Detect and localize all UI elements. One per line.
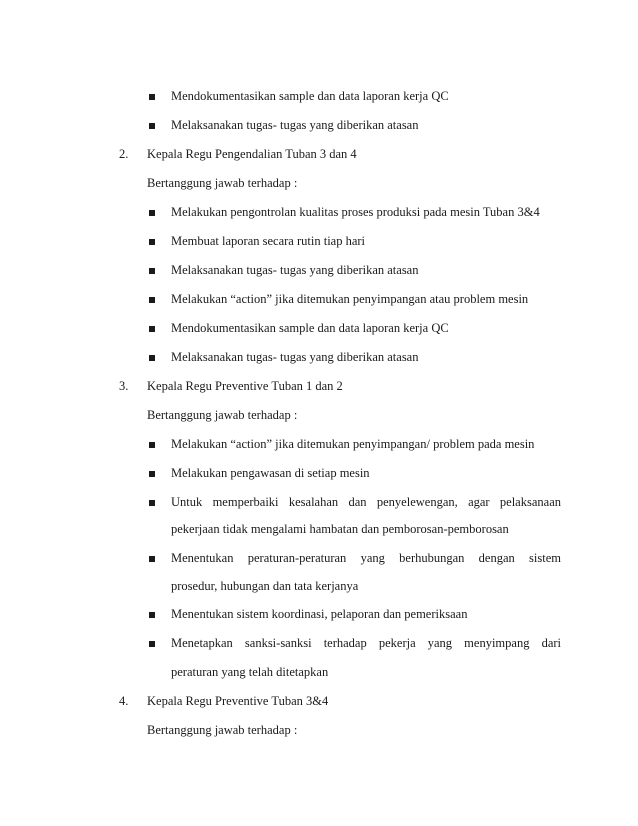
- bullet-square-icon: [149, 442, 155, 448]
- bullet-square-icon: [149, 612, 155, 618]
- list-item-continuation: prosedur, hubungan dan tata kerjanya: [171, 579, 359, 593]
- list-item: Melakukan “action” jika ditemukan penyimpangan/ problem pada mesin: [171, 437, 535, 451]
- section-number: 2.: [119, 147, 129, 161]
- section-number: 3.: [119, 379, 129, 393]
- section-title: Kepala Regu Preventive Tuban 1 dan 2: [147, 379, 343, 393]
- list-item: Melaksanakan tugas- tugas yang diberikan atasan: [171, 263, 419, 277]
- list-item: Menentukan sistem koordinasi, pelaporan dan pemeriksaan: [171, 607, 468, 621]
- bullet-square-icon: [149, 210, 155, 216]
- bullet-square-icon: [149, 355, 155, 361]
- bullet-square-icon: [149, 297, 155, 303]
- list-item: Mendokumentasikan sample dan data laporan kerja QC: [171, 321, 449, 335]
- section-intro: Bertanggung jawab terhadap :: [147, 408, 298, 422]
- list-item: Menetapkan sanksi-sanksi terhadap pekerja yang menyimpang dari: [171, 636, 561, 650]
- list-item: Melakukan “action” jika ditemukan penyimpangan atau problem mesin: [171, 292, 529, 306]
- list-item: Melaksanakan tugas- tugas yang diberikan atasan: [171, 118, 419, 132]
- bullet-square-icon: [149, 471, 155, 477]
- bullet-square-icon: [149, 268, 155, 274]
- bullet-square-icon: [149, 94, 155, 100]
- list-item: Untuk memperbaiki kesalahan dan penyelewengan, agar pelaksanaan: [171, 495, 561, 509]
- list-item: Menentukan peraturan-peraturan yang berhubungan dengan sistem: [171, 551, 561, 565]
- section-intro: Bertanggung jawab terhadap :: [147, 176, 298, 190]
- list-item-continuation: peraturan yang telah ditetapkan: [171, 665, 329, 679]
- list-item: Mendokumentasikan sample dan data laporan kerja QC: [171, 89, 449, 103]
- list-item: Melaksanakan tugas- tugas yang diberikan atasan: [171, 350, 419, 364]
- bullet-square-icon: [149, 326, 155, 332]
- list-item: Melakukan pengontrolan kualitas proses produksi pada mesin Tuban 3&4: [171, 205, 540, 219]
- bullet-square-icon: [149, 239, 155, 245]
- bullet-square-icon: [149, 556, 155, 562]
- list-item: Melakukan pengawasan di setiap mesin: [171, 466, 370, 480]
- list-item: Membuat laporan secara rutin tiap hari: [171, 234, 366, 248]
- section-number: 4.: [119, 694, 129, 708]
- section-title: Kepala Regu Preventive Tuban 3&4: [147, 694, 329, 708]
- list-item-continuation: pekerjaan tidak mengalami hambatan dan pemborosan-pemborosan: [171, 522, 509, 536]
- bullet-square-icon: [149, 500, 155, 506]
- section-title: Kepala Regu Pengendalian Tuban 3 dan 4: [147, 147, 357, 161]
- section-intro: Bertanggung jawab terhadap :: [147, 723, 298, 737]
- bullet-square-icon: [149, 641, 155, 647]
- bullet-square-icon: [149, 123, 155, 129]
